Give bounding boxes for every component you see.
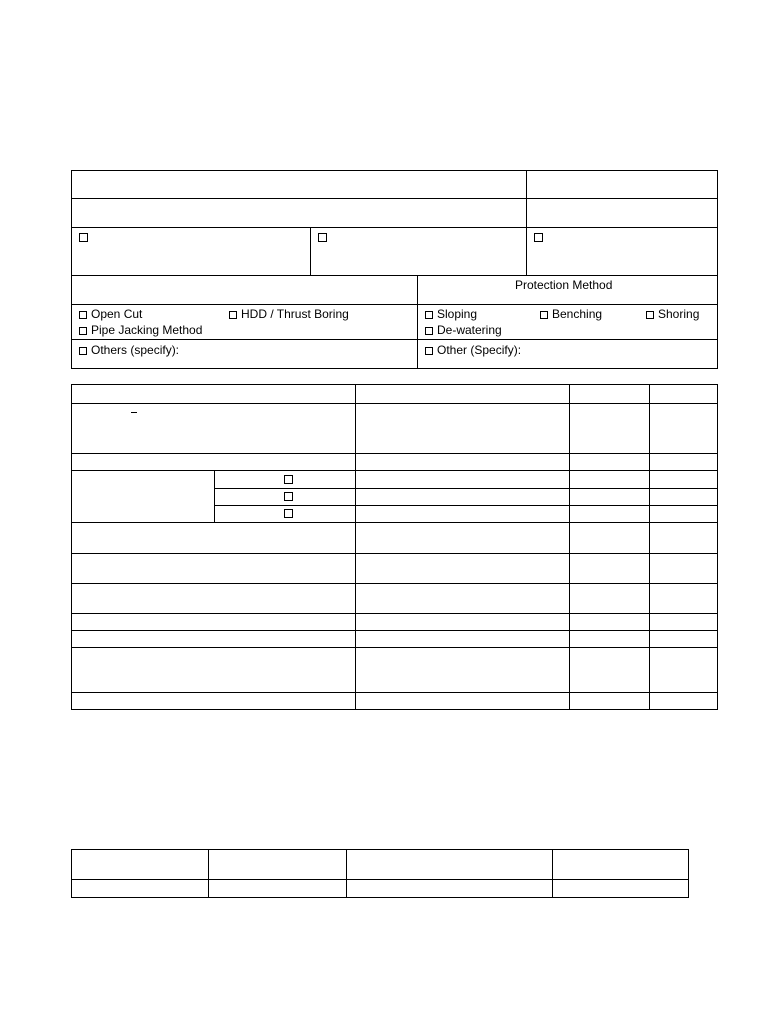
option-label: Other (Specify): xyxy=(437,343,522,357)
checkbox-option-1[interactable] xyxy=(79,233,88,242)
checkbox[interactable] xyxy=(79,311,87,319)
option-label: Open Cut xyxy=(91,307,143,321)
option-others-specify[interactable] xyxy=(79,343,179,357)
row-divider xyxy=(71,879,689,880)
protection-method-header: Protection Method xyxy=(515,278,613,292)
row-divider xyxy=(71,613,718,614)
checkbox[interactable] xyxy=(646,311,654,319)
sub-row-divider xyxy=(214,488,718,489)
row-divider xyxy=(71,339,718,340)
sub-row-divider xyxy=(214,505,718,506)
checkbox-sub-row-3[interactable] xyxy=(284,509,293,518)
column-divider xyxy=(649,384,650,710)
row-divider xyxy=(71,692,718,693)
checkbox-sub-row-2[interactable] xyxy=(284,492,293,501)
column-divider xyxy=(526,170,527,275)
row-divider xyxy=(71,304,718,305)
column-divider xyxy=(417,275,418,369)
option-label: Others (specify): xyxy=(91,343,180,357)
option-open-cut[interactable] xyxy=(79,307,142,321)
column-divider xyxy=(310,227,311,275)
checkbox[interactable] xyxy=(425,347,433,355)
row-divider xyxy=(71,470,718,471)
dash-mark xyxy=(131,412,137,413)
option-dewatering[interactable] xyxy=(425,323,502,337)
column-divider xyxy=(355,384,356,710)
row-divider xyxy=(71,647,718,648)
option-benching[interactable] xyxy=(540,307,602,321)
row-divider xyxy=(71,630,718,631)
row-divider xyxy=(71,275,718,276)
option-label: Sloping xyxy=(437,307,478,321)
row-divider xyxy=(71,553,718,554)
column-divider xyxy=(346,849,347,898)
column-divider xyxy=(214,470,215,522)
column-divider xyxy=(569,384,570,710)
row-divider xyxy=(71,198,718,199)
option-pipe-jacking[interactable] xyxy=(79,323,202,337)
option-other-specify[interactable] xyxy=(425,343,521,357)
option-shoring[interactable] xyxy=(646,307,699,321)
option-label: Pipe Jacking Method xyxy=(91,323,203,337)
option-hdd-thrust-boring[interactable] xyxy=(229,307,349,321)
checkbox-option-3[interactable] xyxy=(534,233,543,242)
row-divider xyxy=(71,403,718,404)
checkbox[interactable] xyxy=(79,347,87,355)
option-label: Shoring xyxy=(658,307,700,321)
checkbox[interactable] xyxy=(79,327,87,335)
row-divider xyxy=(71,453,718,454)
column-divider xyxy=(552,849,553,898)
table-2-border xyxy=(71,384,718,710)
checkbox-sub-row-1[interactable] xyxy=(284,475,293,484)
column-divider xyxy=(208,849,209,898)
option-sloping[interactable] xyxy=(425,307,477,321)
checkbox-option-2[interactable] xyxy=(318,233,327,242)
checkbox[interactable] xyxy=(229,311,237,319)
checkbox[interactable] xyxy=(540,311,548,319)
option-label: Benching xyxy=(552,307,603,321)
option-label: HDD / Thrust Boring xyxy=(241,307,349,321)
row-divider xyxy=(71,583,718,584)
checkbox[interactable] xyxy=(425,311,433,319)
table-3-border xyxy=(71,849,689,898)
row-divider xyxy=(71,227,718,228)
checkbox[interactable] xyxy=(425,327,433,335)
row-divider xyxy=(71,522,718,523)
option-label: De-watering xyxy=(437,323,502,337)
